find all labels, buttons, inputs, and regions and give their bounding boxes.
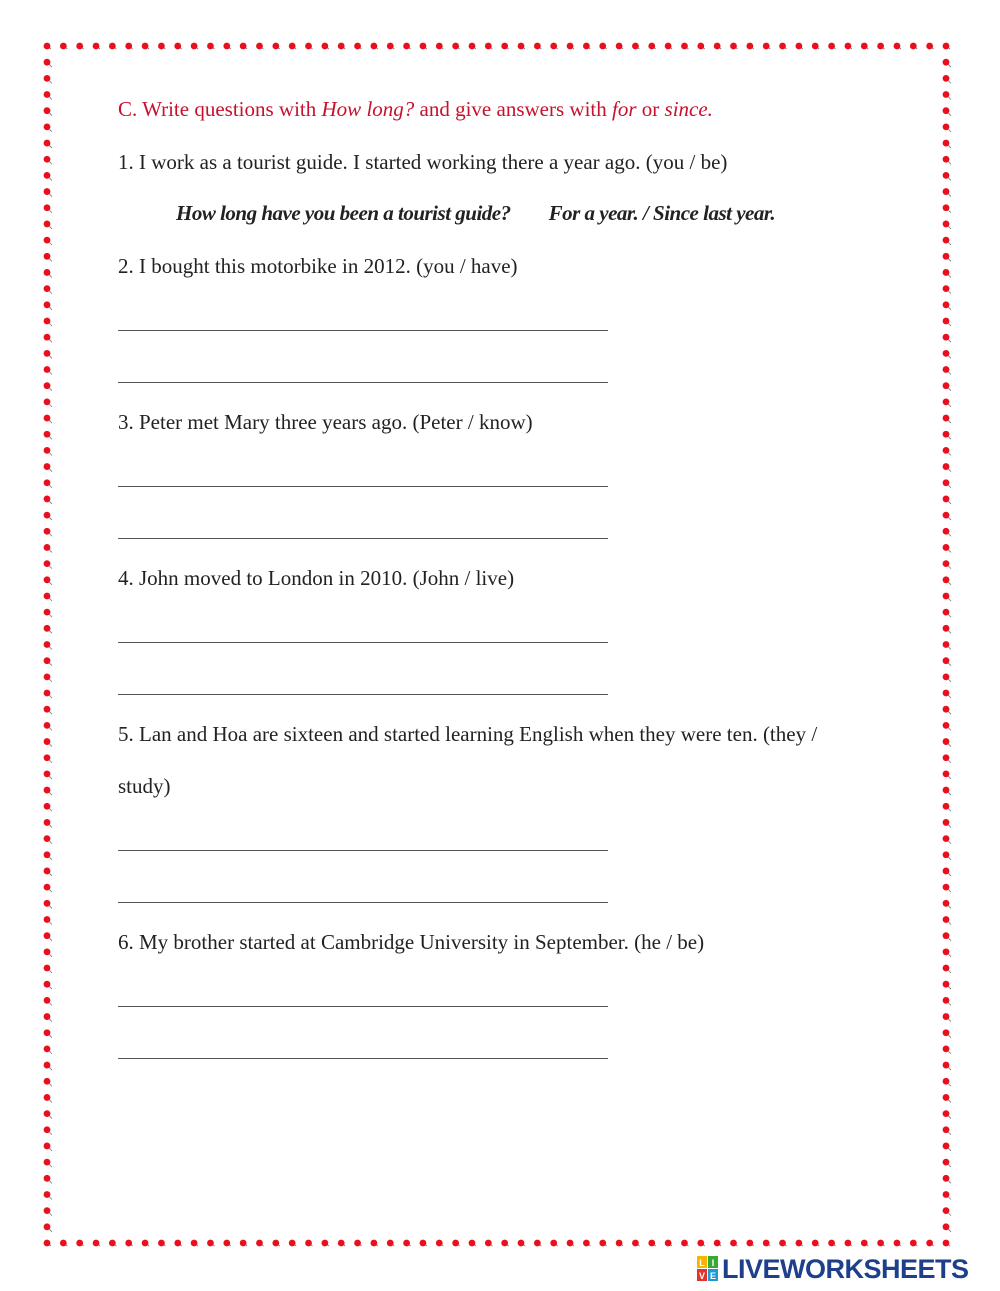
border-dot — [943, 544, 951, 552]
border-dot — [44, 479, 52, 487]
border-dot — [44, 1045, 52, 1053]
border-dot — [943, 1143, 951, 1151]
border-dot — [174, 1240, 181, 1247]
border-dot — [943, 900, 951, 908]
border-dot — [191, 43, 198, 50]
answer-line-2a[interactable] — [118, 330, 608, 331]
border-dot — [697, 1240, 704, 1247]
border-dot — [943, 382, 951, 390]
border-dot — [943, 447, 951, 455]
border-dot — [469, 1240, 476, 1247]
border-dot — [44, 269, 52, 277]
border-dot — [158, 43, 165, 50]
question-2: 2. I bought this motorbike in 2012. (you / have) — [118, 254, 518, 278]
border-dot — [44, 722, 52, 730]
border-dot — [44, 1175, 52, 1183]
logo-letter: V — [698, 1271, 706, 1281]
border-dot — [812, 1240, 819, 1247]
border-dot — [289, 1240, 296, 1247]
border-dot — [60, 43, 67, 50]
border-dot — [943, 706, 951, 714]
border-dot — [943, 835, 951, 843]
border-dot — [44, 803, 52, 811]
border-dot — [714, 43, 721, 50]
border-dot — [828, 1240, 835, 1247]
border-dot — [142, 43, 149, 50]
border-dot — [44, 625, 52, 633]
border-dot — [109, 43, 116, 50]
border-dot — [943, 479, 951, 487]
border-dot — [910, 1240, 917, 1247]
border-dot — [943, 285, 951, 293]
border-dot — [943, 609, 951, 617]
border-dot — [943, 1110, 951, 1118]
border-dot — [943, 463, 951, 471]
border-dot — [943, 301, 951, 309]
border-dot — [44, 1094, 52, 1102]
liveworksheets-logo-icon — [697, 1256, 719, 1282]
border-dot — [943, 690, 951, 698]
section-instruction: C. Write questions with How long? and give answers with for or since. — [118, 97, 713, 121]
answer-line-5b[interactable] — [118, 902, 608, 903]
border-dot — [44, 496, 52, 504]
border-dot — [44, 204, 52, 212]
border-dot — [812, 43, 819, 50]
border-dot — [943, 1094, 951, 1102]
border-dot — [44, 884, 52, 892]
border-dot — [518, 43, 525, 50]
border-dot — [877, 1240, 884, 1247]
border-dot — [943, 1013, 951, 1021]
border-dot — [44, 1126, 52, 1134]
border-dot — [44, 447, 52, 455]
border-dot — [44, 673, 52, 681]
border-dot — [943, 932, 951, 940]
border-dot — [60, 1240, 67, 1247]
border-dot — [44, 1143, 52, 1151]
border-dot — [371, 1240, 378, 1247]
border-dot — [44, 835, 52, 843]
border-dot — [943, 334, 951, 342]
border-dot — [305, 43, 312, 50]
border-dot — [44, 1207, 52, 1215]
border-dot — [436, 43, 443, 50]
border-dot — [44, 318, 52, 326]
border-dot — [943, 1223, 951, 1231]
border-dot — [943, 1207, 951, 1215]
border-dot — [289, 43, 296, 50]
border-dot — [943, 1159, 951, 1167]
border-dot — [943, 1126, 951, 1134]
answer-line-2b[interactable] — [118, 382, 608, 383]
border-dot — [681, 43, 688, 50]
border-dot — [93, 1240, 100, 1247]
answer-line-6b[interactable] — [118, 1058, 608, 1059]
border-dot — [44, 107, 52, 115]
border-dot — [861, 1240, 868, 1247]
border-dot — [207, 1240, 214, 1247]
border-dot — [567, 43, 574, 50]
border-dot — [44, 59, 52, 67]
border-dot — [174, 43, 181, 50]
border-dot — [583, 1240, 590, 1247]
border-dot — [943, 398, 951, 406]
border-dot — [943, 1062, 951, 1070]
border-dot — [943, 107, 951, 115]
border-dot — [943, 253, 951, 261]
border-dot — [910, 43, 917, 50]
border-dot — [44, 1029, 52, 1037]
border-dot — [44, 787, 52, 795]
example-answer — [176, 201, 775, 226]
border-dot — [648, 43, 655, 50]
border-dot — [44, 350, 52, 358]
border-dot — [599, 1240, 606, 1247]
border-dot — [795, 43, 802, 50]
border-dot — [44, 1062, 52, 1070]
border-dot — [845, 1240, 852, 1247]
border-dot — [943, 318, 951, 326]
border-dot — [943, 625, 951, 633]
border-dot — [943, 43, 950, 50]
question-1: 1. I work as a tourist guide. I started working there a year ago. (you / be) — [118, 150, 728, 174]
border-dot — [125, 1240, 132, 1247]
border-dot — [44, 415, 52, 423]
border-dot — [779, 1240, 786, 1247]
border-dot — [943, 916, 951, 924]
border-dot — [943, 868, 951, 876]
border-dot — [469, 43, 476, 50]
border-dot — [44, 172, 52, 180]
border-dot — [730, 1240, 737, 1247]
border-dot — [223, 1240, 230, 1247]
border-dot — [44, 916, 52, 924]
answer-line-4b[interactable] — [118, 694, 608, 695]
border-dot — [44, 431, 52, 439]
border-dot — [943, 657, 951, 665]
border-dot — [943, 496, 951, 504]
border-dot — [158, 1240, 165, 1247]
question-3: 3. Peter met Mary three years ago. (Peter / know) — [118, 410, 533, 434]
border-dot — [943, 1240, 950, 1247]
border-dot — [272, 43, 279, 50]
border-dot — [44, 528, 52, 536]
border-dot — [44, 851, 52, 859]
logo-letter: E — [709, 1271, 717, 1281]
question-6: 6. My brother started at Cambridge University in September. (he / be) — [118, 930, 705, 954]
border-dot — [616, 43, 623, 50]
liveworksheets-footer — [697, 1254, 969, 1284]
border-dot — [44, 576, 52, 584]
border-dot — [943, 156, 951, 164]
border-dot — [44, 1013, 52, 1021]
border-dot — [44, 463, 52, 471]
border-dot — [321, 43, 328, 50]
border-dot — [256, 43, 263, 50]
border-dot — [943, 91, 951, 99]
border-dot — [779, 43, 786, 50]
border-dot — [420, 43, 427, 50]
logo-letter: L — [699, 1258, 705, 1268]
border-dot — [828, 43, 835, 50]
border-dot — [943, 981, 951, 989]
border-dot — [93, 43, 100, 50]
border-dot — [763, 43, 770, 50]
border-dot — [943, 1078, 951, 1086]
border-dot — [44, 641, 52, 649]
border-dot — [403, 1240, 410, 1247]
border-dot — [44, 253, 52, 261]
border-dot — [354, 43, 361, 50]
border-dot — [44, 1110, 52, 1118]
border-dot — [943, 269, 951, 277]
border-dot — [44, 75, 52, 83]
border-dot — [44, 221, 52, 229]
border-dot — [44, 609, 52, 617]
border-dot — [648, 1240, 655, 1247]
border-dot — [44, 1191, 52, 1199]
border-dot — [44, 1078, 52, 1086]
border-dot — [44, 156, 52, 164]
border-dot — [44, 301, 52, 309]
border-dot — [44, 398, 52, 406]
border-dot — [550, 1240, 557, 1247]
border-dot — [44, 754, 52, 762]
border-dot — [44, 1159, 52, 1167]
border-dot — [44, 706, 52, 714]
border-dot — [730, 43, 737, 50]
border-dot — [44, 981, 52, 989]
border-dot — [583, 43, 590, 50]
border-dot — [943, 851, 951, 859]
answer-line-3b[interactable] — [118, 538, 608, 539]
border-dot — [321, 1240, 328, 1247]
border-dot — [501, 1240, 508, 1247]
border-dot — [714, 1240, 721, 1247]
border-dot — [616, 1240, 623, 1247]
border-dot — [943, 431, 951, 439]
border-dot — [354, 1240, 361, 1247]
border-dot — [534, 43, 541, 50]
border-dot — [44, 285, 52, 293]
border-dot — [943, 221, 951, 229]
border-dot — [943, 948, 951, 956]
border-dot — [44, 948, 52, 956]
border-dot — [436, 1240, 443, 1247]
border-dot — [452, 43, 459, 50]
border-dot — [845, 43, 852, 50]
border-dot — [943, 771, 951, 779]
logo-letter: I — [711, 1258, 715, 1268]
border-dot — [44, 819, 52, 827]
border-dot — [943, 787, 951, 795]
border-dot — [338, 43, 345, 50]
question-4: 4. John moved to London in 2010. (John / live) — [118, 566, 515, 590]
question-5: 5. Lan and Hoa are sixteen and started learning English when they were ten. (they / — [118, 722, 818, 746]
border-dot — [943, 1045, 951, 1053]
border-dot — [44, 560, 52, 568]
border-dot — [943, 722, 951, 730]
border-dot — [142, 1240, 149, 1247]
border-dot — [44, 1240, 51, 1247]
border-dot — [125, 43, 132, 50]
border-dot — [223, 43, 230, 50]
border-dot — [191, 1240, 198, 1247]
border-dot — [420, 1240, 427, 1247]
border-dot — [305, 1240, 312, 1247]
border-dot — [943, 75, 951, 83]
border-dot — [943, 884, 951, 892]
border-dot — [44, 140, 52, 148]
border-dot — [746, 43, 753, 50]
brand-name[interactable]: LIVEWORKSHEETS — [722, 1253, 969, 1284]
answer-line-4a[interactable] — [118, 642, 608, 643]
border-dot — [338, 1240, 345, 1247]
border-dot — [943, 560, 951, 568]
border-dot — [207, 43, 214, 50]
border-dot — [943, 1175, 951, 1183]
border-dot — [452, 1240, 459, 1247]
border-dot — [534, 1240, 541, 1247]
border-dot — [943, 965, 951, 973]
border-dot — [943, 204, 951, 212]
border-dot — [44, 334, 52, 342]
border-dot — [665, 43, 672, 50]
border-dot — [943, 59, 951, 67]
border-dot — [44, 123, 52, 131]
border-dot — [44, 544, 52, 552]
example-response: For a year. / Since last year. — [548, 201, 776, 225]
border-dot — [746, 1240, 753, 1247]
border-dot — [44, 690, 52, 698]
border-dot — [44, 512, 52, 520]
border-dot — [518, 1240, 525, 1247]
border-dot — [550, 43, 557, 50]
border-dot — [861, 43, 868, 50]
border-dot — [943, 1191, 951, 1199]
border-dot — [501, 43, 508, 50]
border-dot — [665, 1240, 672, 1247]
border-dot — [681, 1240, 688, 1247]
border-dot — [76, 1240, 83, 1247]
border-dot — [943, 1029, 951, 1037]
border-dot — [240, 1240, 247, 1247]
border-dot — [943, 819, 951, 827]
border-dot — [943, 512, 951, 520]
border-dot — [109, 1240, 116, 1247]
border-dot — [44, 657, 52, 665]
border-dot — [943, 140, 951, 148]
border-dot — [44, 900, 52, 908]
answer-line-3a[interactable] — [118, 486, 608, 487]
border-dot — [943, 673, 951, 681]
border-dot — [599, 43, 606, 50]
border-dot — [632, 1240, 639, 1247]
border-dot — [795, 1240, 802, 1247]
border-dot — [697, 43, 704, 50]
border-dot — [44, 738, 52, 746]
border-dot — [240, 43, 247, 50]
border-dot — [943, 123, 951, 131]
border-dot — [943, 738, 951, 746]
border-dot — [272, 1240, 279, 1247]
border-dot — [943, 366, 951, 374]
answer-line-6a[interactable] — [118, 1006, 608, 1007]
border-dot — [632, 43, 639, 50]
question-5-continuation: study) — [118, 774, 171, 798]
border-dot — [943, 188, 951, 196]
border-dot — [943, 350, 951, 358]
border-dot — [485, 43, 492, 50]
border-dot — [943, 754, 951, 762]
border-dot — [44, 932, 52, 940]
border-dot — [387, 1240, 394, 1247]
border-dot — [943, 997, 951, 1005]
border-dot — [44, 997, 52, 1005]
border-dot — [485, 1240, 492, 1247]
border-dot — [943, 172, 951, 180]
border-dot — [44, 43, 51, 50]
border-dot — [894, 1240, 901, 1247]
border-dot — [44, 868, 52, 876]
border-dot — [943, 528, 951, 536]
border-dot — [44, 965, 52, 973]
border-dot — [567, 1240, 574, 1247]
border-dot — [76, 43, 83, 50]
border-dot — [926, 1240, 933, 1247]
border-dot — [44, 593, 52, 601]
border-dot — [387, 43, 394, 50]
border-dot — [943, 415, 951, 423]
border-dot — [256, 1240, 263, 1247]
answer-line-5a[interactable] — [118, 850, 608, 851]
border-dot — [943, 237, 951, 245]
example-question: How long have you been a tourist guide? — [176, 201, 511, 225]
border-dot — [894, 43, 901, 50]
border-dot — [44, 188, 52, 196]
border-dot — [44, 771, 52, 779]
border-dot — [763, 1240, 770, 1247]
border-dot — [943, 576, 951, 584]
border-dot — [371, 43, 378, 50]
border-dot — [877, 43, 884, 50]
border-dot — [926, 43, 933, 50]
border-dot — [44, 91, 52, 99]
border-dot — [44, 366, 52, 374]
border-dot — [943, 641, 951, 649]
border-dot — [44, 237, 52, 245]
border-dot — [44, 382, 52, 390]
border-dot — [943, 593, 951, 601]
border-dot — [44, 1223, 52, 1231]
border-dot — [403, 43, 410, 50]
border-dot — [943, 803, 951, 811]
